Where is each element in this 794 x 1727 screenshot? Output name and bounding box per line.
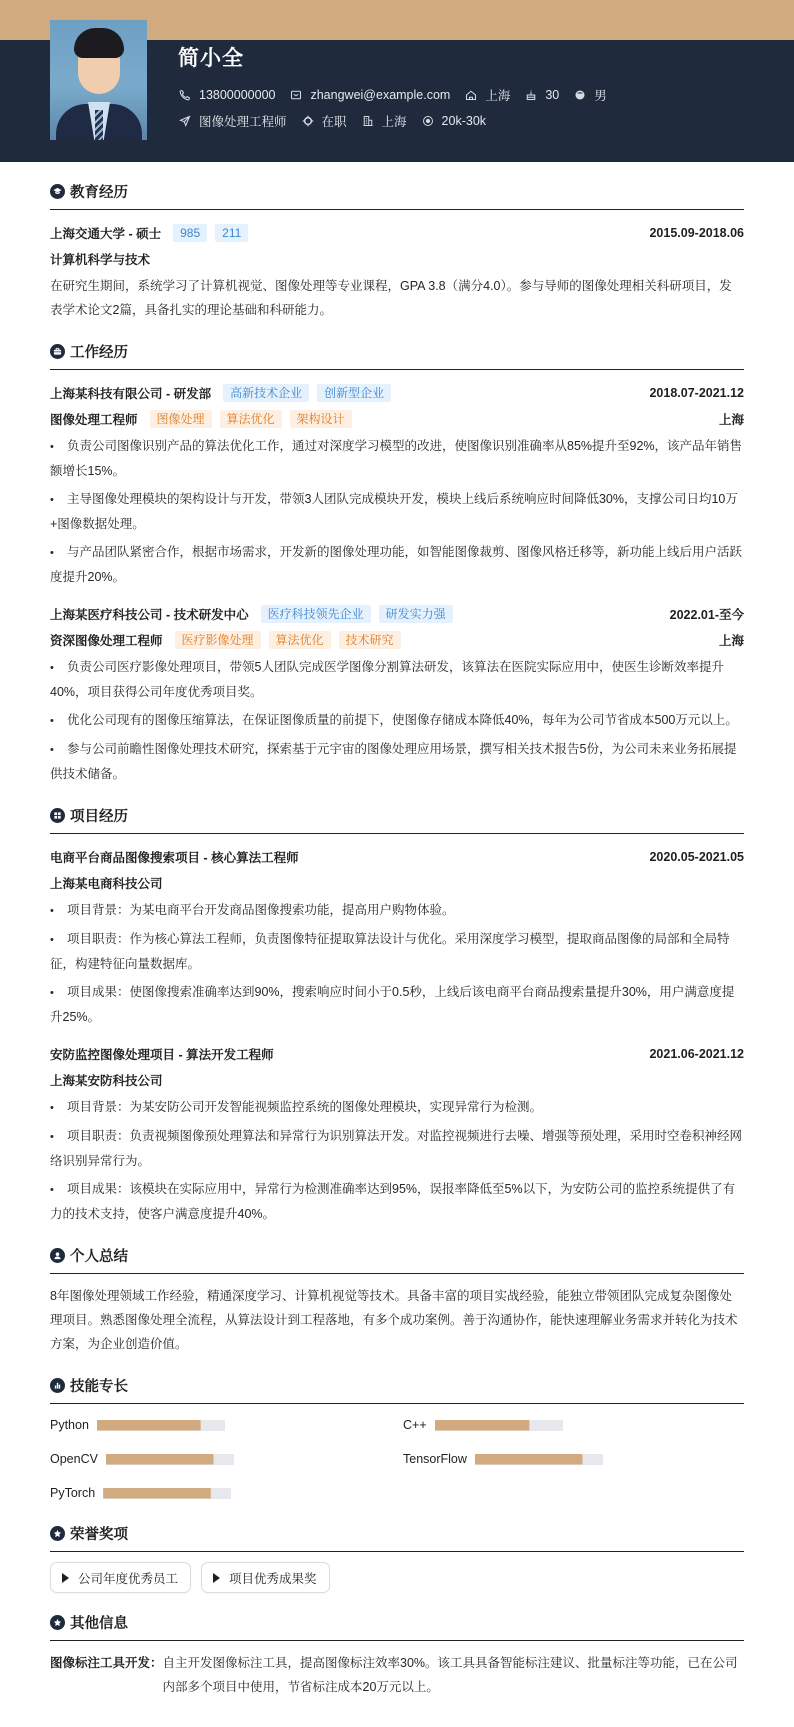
work-section [50, 340, 744, 786]
summary-text: 8年图像处理领域工作经验，精通深度学习、计算机视觉等技术。具备丰富的项目实战经验，能独立带领团队完成复杂图像处理项目。熟悉图像处理全流程，从算法设计到工程落地，有多个成功案例。善于沟通协作，能快速理解业务需求并转化为技术方案，为企业创造价值。 [50, 1289, 738, 1351]
skill-fill [475, 1454, 583, 1465]
list-item: • 参与公司前瞻性图像处理技术研究，探索基于元宇宙的图像处理应用场景，撰写相关技术报告5份，为公司未来业务拓展提供技术储备。 [50, 742, 737, 781]
work-bullets [50, 655, 744, 786]
section-divider [50, 209, 744, 210]
project-company: 上海某电商科技公司 [50, 877, 163, 891]
work-location: 上海 [718, 413, 744, 427]
section-title: 工作经历 [70, 344, 128, 361]
project-name: 安防监控图像处理项目 - 算法开发工程师 [50, 1048, 274, 1062]
project-entry [50, 844, 744, 1029]
star-icon [50, 1615, 65, 1630]
triangle-right-icon [62, 1573, 69, 1583]
other-item-text: 自主开发图像标注工具，提高图像标注效率30%。该工具具备智能标注建议、批量标注等功能，已在公司内部多个项目中使用，节省标注成本20万元以上。 [162, 1656, 738, 1694]
company-tag: 研发实力强 [379, 605, 453, 623]
major: 计算机科学与技术 [50, 253, 151, 267]
skill-item [403, 1448, 744, 1470]
job-row [178, 112, 500, 130]
employment-status-text: 在职 [321, 115, 347, 129]
resume-header [0, 0, 794, 162]
gender-item [573, 86, 607, 104]
gender-icon [573, 88, 587, 102]
section-title: 荣誉奖项 [70, 1526, 128, 1543]
school-tag: 211 [215, 224, 248, 242]
list-item: • 项目背景：为某安防公司开发智能视频监控系统的图像处理模块，实现异常行为检测。 [50, 1100, 543, 1114]
section-divider [50, 1640, 744, 1641]
company-tag: 创新型企业 [317, 384, 391, 402]
education-entry [50, 220, 744, 322]
list-item: • 项目职责：负责视频图像预处理算法和异常行为识别算法开发。对监控视频进行去噪、增强等预处理，采用时空卷积神经网络识别异常行为。 [50, 1129, 743, 1168]
contact-row [178, 86, 621, 104]
skill-name: TensorFlow [403, 1452, 467, 1466]
section-title: 项目经历 [70, 808, 128, 825]
project-entry [50, 1041, 744, 1226]
project-date: 2021.06-2021.12 [649, 1047, 744, 1061]
phone-text: 13800000000 [199, 88, 276, 102]
award-item: 项目优秀成果奖 [201, 1562, 330, 1593]
award-icon [50, 1526, 65, 1541]
grid-icon [50, 808, 65, 823]
skill-name: OpenCV [50, 1452, 98, 1466]
cake-icon [524, 88, 538, 102]
position-tag: 算法优化 [269, 631, 331, 649]
skill-item [403, 1414, 744, 1436]
age-item [524, 88, 559, 102]
briefcase-icon [50, 344, 65, 359]
list-item: • 负责公司医疗影像处理项目，带领5人团队完成医学图像分割算法研发，该算法在医院实际应用中，使医生诊断效率提升40%，项目获得公司年度优秀项目奖。 [50, 660, 724, 699]
resume-body [0, 180, 794, 1727]
work-entry [50, 380, 744, 589]
company-tag: 医疗科技领先企业 [261, 605, 371, 623]
building-icon [361, 114, 375, 128]
target-position-item [178, 112, 287, 130]
skill-name: C++ [403, 1418, 427, 1432]
status-icon [301, 114, 315, 128]
list-item: • 项目背景：为某电商平台开发商品图像搜索功能，提高用户购物体验。 [50, 903, 455, 917]
section-title: 教育经历 [70, 184, 128, 201]
other-section [50, 1611, 744, 1699]
section-divider [50, 833, 744, 834]
school-tag: 985 [173, 224, 207, 242]
projects-section [50, 804, 744, 1226]
profile-photo [50, 20, 147, 140]
skill-bar [106, 1454, 234, 1465]
skill-fill [97, 1420, 201, 1431]
send-icon [178, 114, 192, 128]
section-title: 其他信息 [70, 1615, 128, 1632]
position-tag: 算法优化 [220, 410, 282, 428]
location-text: 上海 [485, 89, 511, 103]
section-title: 技能专长 [70, 1378, 128, 1395]
position-tag: 技术研究 [339, 631, 401, 649]
skill-fill [435, 1420, 530, 1431]
work-bullets [50, 434, 744, 589]
graduation-cap-icon [50, 184, 65, 199]
salary-item [421, 114, 486, 128]
target-position-text: 图像处理工程师 [199, 115, 287, 129]
project-name: 电商平台商品图像搜索项目 - 核心算法工程师 [50, 851, 299, 865]
work-entry [50, 601, 744, 786]
target-city-item [361, 112, 407, 130]
skill-bar [103, 1488, 231, 1499]
section-divider [50, 1551, 744, 1552]
other-item [50, 1651, 744, 1699]
skill-item [50, 1448, 403, 1470]
skill-item [50, 1482, 403, 1504]
project-company: 上海某安防科技公司 [50, 1074, 163, 1088]
candidate-name: 简小全 [178, 47, 244, 70]
skill-name: Python [50, 1418, 89, 1432]
home-icon [464, 88, 478, 102]
phone-item [178, 88, 275, 102]
company-tag: 高新技术企业 [223, 384, 309, 402]
list-item: • 项目职责：作为核心算法工程师，负责图像特征提取算法设计与优化。采用深度学习模型，提取商品图像的局部和全局特征，构建特征向量数据库。 [50, 932, 730, 971]
employment-status-item [301, 112, 347, 130]
section-title: 个人总结 [70, 1248, 128, 1265]
location-item [464, 86, 510, 104]
position-tag: 图像处理 [150, 410, 212, 428]
skill-bar [475, 1454, 603, 1465]
project-bullets [50, 1095, 744, 1226]
age-text: 30 [545, 88, 560, 102]
salary-icon [421, 114, 435, 128]
email-item [289, 88, 450, 102]
mail-icon [289, 88, 303, 102]
award-item: 公司年度优秀员工 [50, 1562, 191, 1593]
user-icon [50, 1248, 65, 1263]
section-divider [50, 369, 744, 370]
position-tag: 架构设计 [290, 410, 352, 428]
list-item: • 优化公司现有的图像压缩算法，在保证图像质量的前提下，使图像存储成本降低40%，每年为公司节省成本500万元以上。 [50, 713, 738, 727]
other-item-label: 图像标注工具开发： [50, 1656, 163, 1670]
salary-text: 20k-30k [441, 114, 487, 128]
school-degree: 上海交通大学 - 硕士 [50, 227, 162, 241]
awards-list [50, 1562, 744, 1593]
project-date: 2020.05-2021.05 [649, 850, 744, 864]
list-item: • 与产品团队紧密合作，根据市场需求，开发新的图像处理功能，如智能图像裁剪、图像风格迁移等，新功能上线后用户活跃度提升20%。 [50, 545, 743, 584]
list-item: • 项目成果：该模块在实际应用中，异常行为检测准确率达到95%，误报率降低至5%以下，为安防公司的监控系统提供了有力的技术支持，使客户满意度提升40%。 [50, 1182, 736, 1221]
work-date: 2022.01-至今 [669, 608, 744, 622]
position-title: 资深图像处理工程师 [50, 634, 163, 648]
work-location: 上海 [718, 634, 744, 648]
company-name: 上海某医疗科技公司 - 技术研发中心 [50, 608, 249, 622]
skill-bar [435, 1420, 563, 1431]
gender-text: 男 [594, 89, 607, 103]
company-name: 上海某科技有限公司 - 研发部 [50, 387, 212, 401]
position-tag: 医疗影像处理 [175, 631, 261, 649]
bar-chart-icon [50, 1378, 65, 1393]
education-description: 在研究生期间，系统学习了计算机视觉、图像处理等专业课程，GPA 3.8（满分4.0）。参与导师的图像处理相关科研项目，发表学术论文2篇，具备扎实的理论基础和科研能力。 [50, 279, 732, 317]
list-item: • 负责公司图像识别产品的算法优化工作，通过对深度学习模型的改进，使图像识别准确率从85%提升至92%，该产品年销售额增长15%。 [50, 439, 743, 478]
skill-fill [106, 1454, 214, 1465]
phone-icon [178, 88, 192, 102]
education-date: 2015.09-2018.06 [649, 226, 744, 240]
work-date: 2018.07-2021.12 [649, 386, 744, 400]
skill-fill [103, 1488, 211, 1499]
list-item: • 主导图像处理模块的架构设计与开发，带领3人团队完成模块开发，模块上线后系统响应时间降低30%，支撑公司日均10万+图像数据处理。 [50, 492, 738, 531]
summary-section [50, 1244, 744, 1356]
position-title: 图像处理工程师 [50, 413, 138, 427]
list-item: • 项目成果：使图像搜索准确率达到90%，搜索响应时间小于0.5秒，上线后该电商平台商品搜索量提升30%，用户满意度提升25%。 [50, 985, 735, 1024]
awards-section [50, 1522, 744, 1593]
skill-name: PyTorch [50, 1486, 96, 1500]
triangle-right-icon [213, 1573, 220, 1583]
skill-bar [97, 1420, 225, 1431]
skills-grid [50, 1414, 744, 1504]
skill-item [50, 1414, 403, 1436]
email-text: zhangwei@example.com [310, 88, 451, 102]
skills-section [50, 1374, 744, 1504]
section-divider [50, 1403, 744, 1404]
section-divider [50, 1273, 744, 1274]
project-bullets [50, 898, 744, 1029]
education-section [50, 180, 744, 322]
target-city-text: 上海 [381, 115, 407, 129]
